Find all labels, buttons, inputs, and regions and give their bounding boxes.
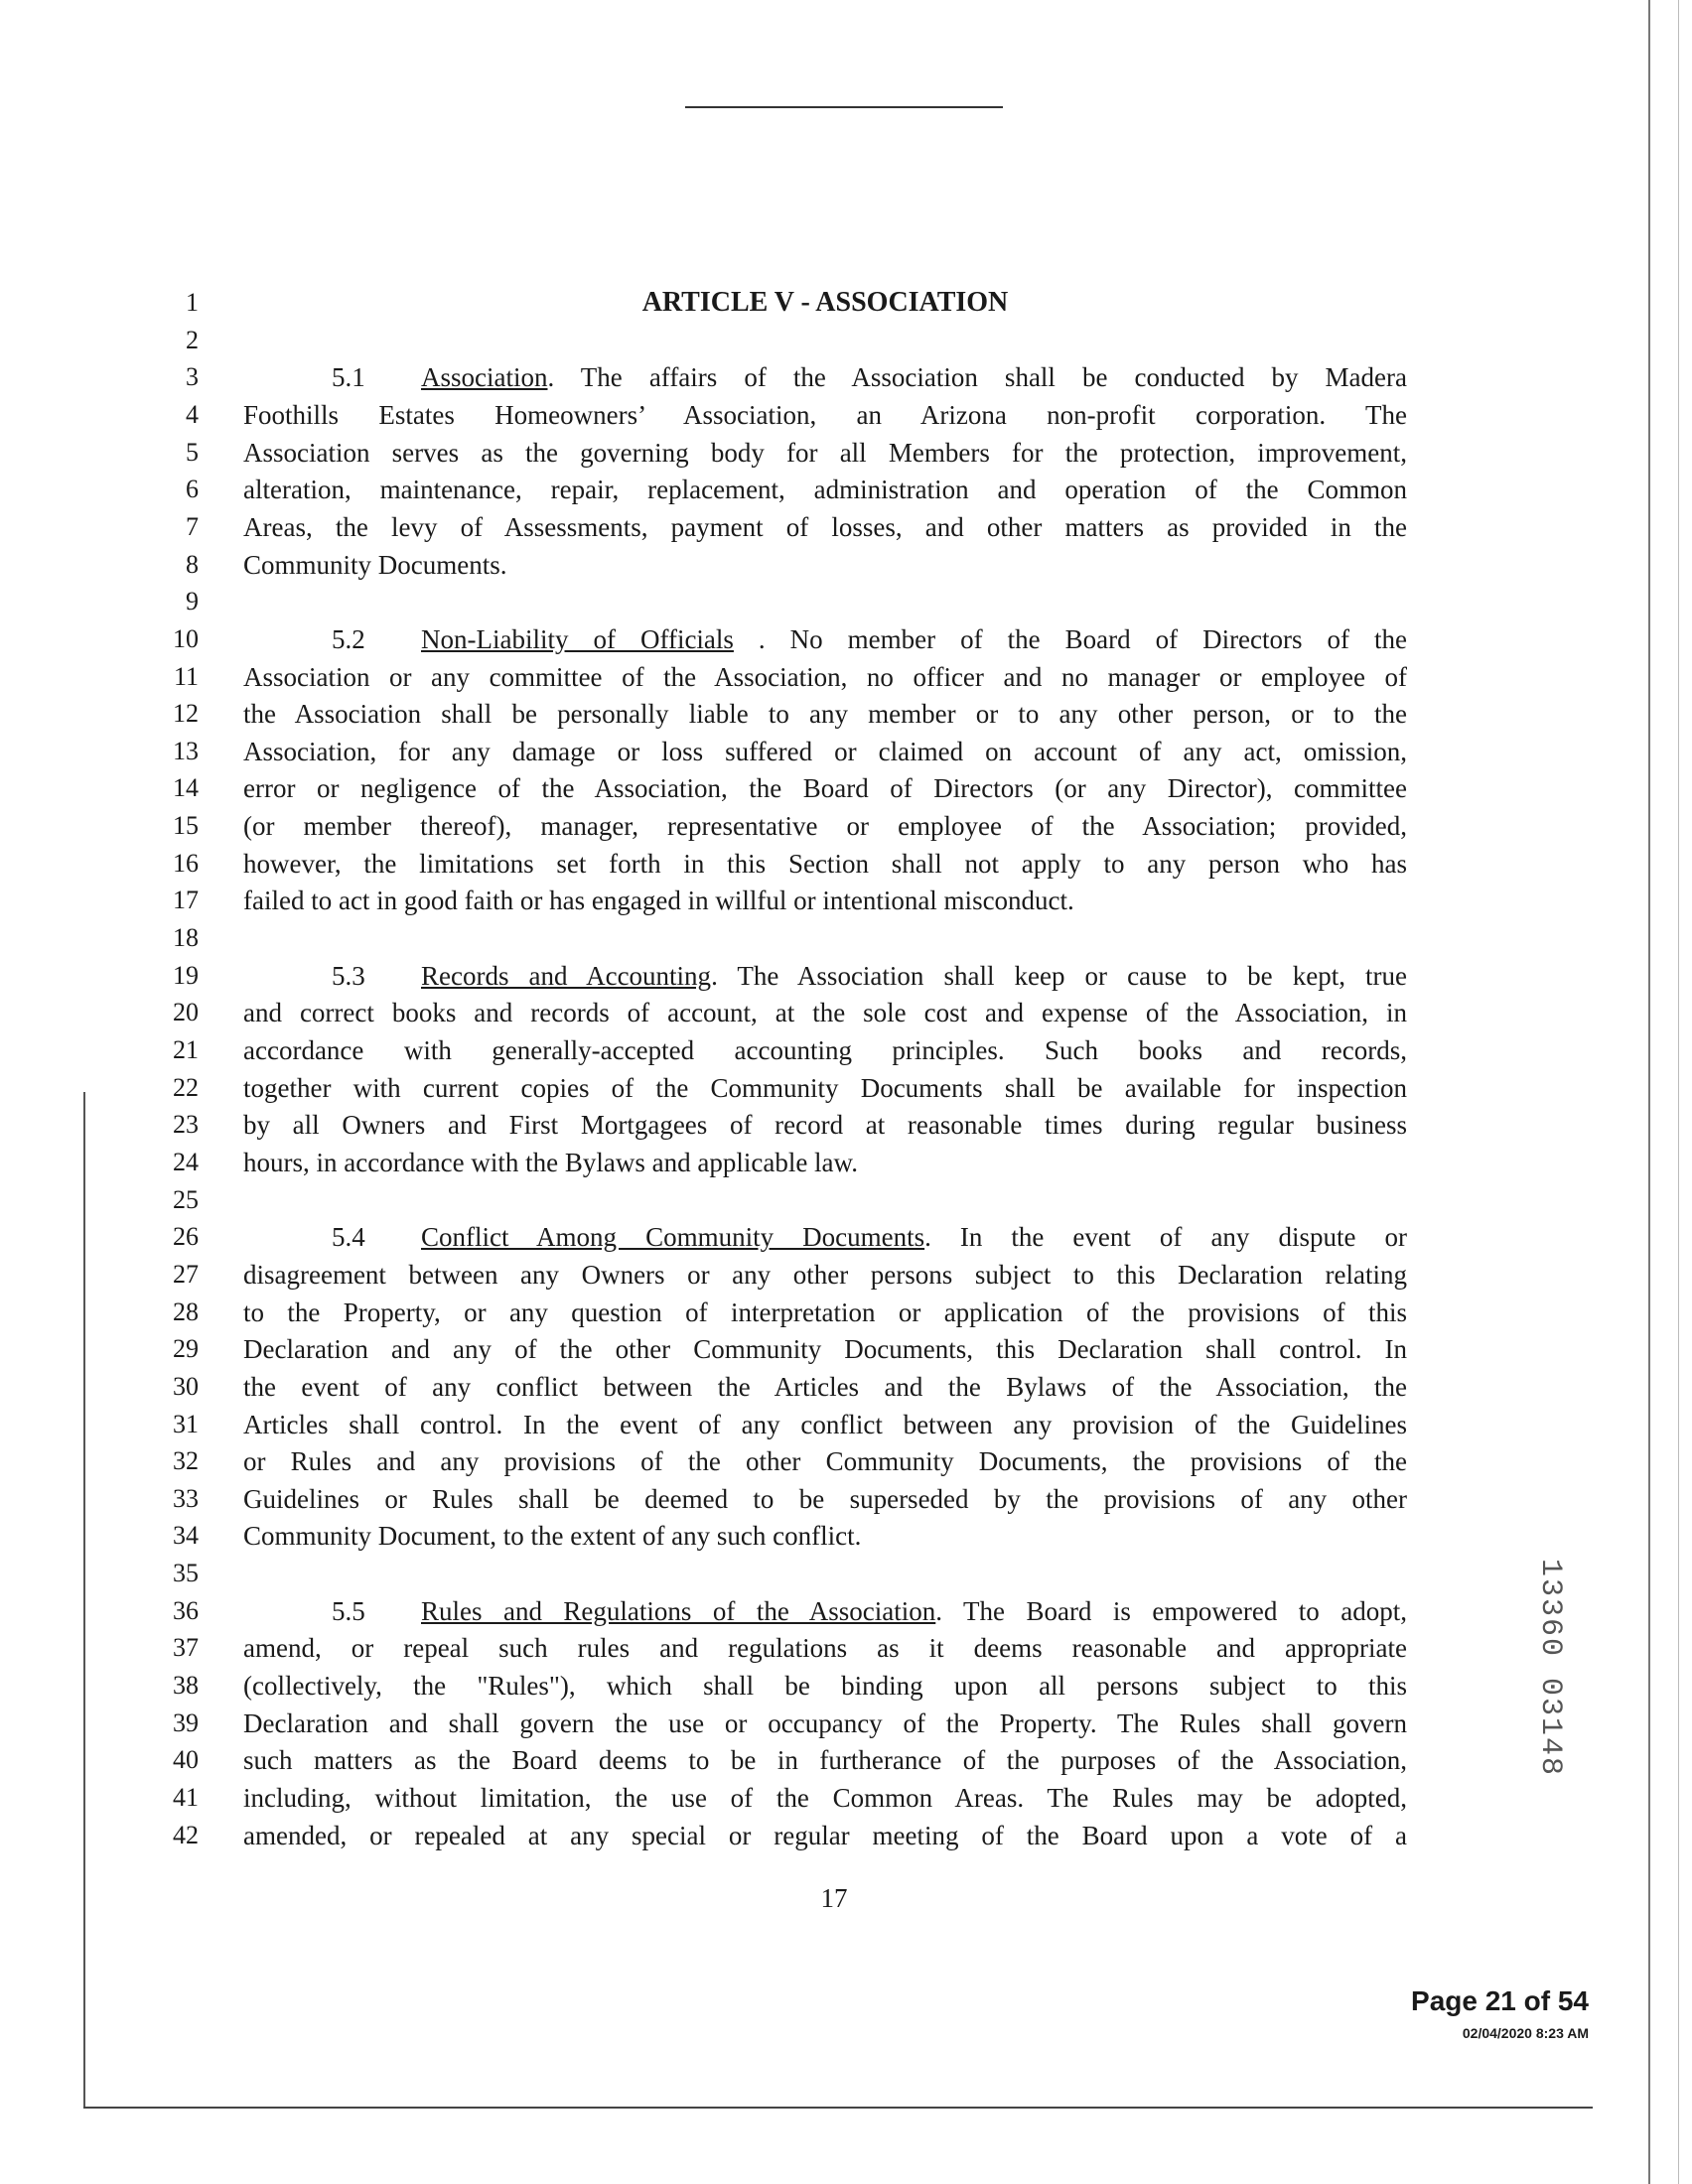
- body-text-line: together with current copies of the Community Documents shall be available for inspection: [243, 1072, 1407, 1103]
- body-text-line: Foothills Estates Homeowners’ Association, an Arizona non-profit corporation. The: [243, 399, 1407, 430]
- line-number: 38: [173, 1671, 199, 1701]
- line-number: 5: [186, 437, 199, 467]
- scan-left-mark: [83, 1092, 85, 2107]
- body-text-line: amended, or repealed at any special or regular meeting of the Board upon a vote of a: [243, 1820, 1407, 1850]
- section-number: 5.4: [332, 1222, 365, 1253]
- line-number: 26: [173, 1222, 199, 1252]
- article-heading: ARTICLE V - ASSOCIATION: [641, 287, 1009, 318]
- footer-rule: [83, 2107, 1593, 2109]
- body-text-line: disagreement between any Owners or any other persons subject to this Declaration relating: [243, 1259, 1407, 1290]
- line-number: 9: [186, 587, 199, 616]
- body-text-line: to the Property, or any question of interpretation or application of the provisions of this: [243, 1297, 1407, 1327]
- line-number: 25: [173, 1184, 199, 1214]
- top-rule: [685, 106, 1003, 108]
- section-first-text: . In the event of any dispute or: [924, 1222, 1407, 1253]
- line-number: 21: [173, 1035, 199, 1064]
- line-number: 36: [173, 1595, 199, 1625]
- body-text-line: such matters as the Board deems to be in furtherance of the purposes of the Association,: [243, 1745, 1407, 1776]
- line-number: 27: [173, 1259, 199, 1289]
- line-number: 22: [173, 1072, 199, 1102]
- line-number: 8: [186, 549, 199, 579]
- section-first-text: . No member of the Board of Directors of the: [733, 623, 1407, 654]
- body-text-line: error or negligence of the Association, the Board of Directors (or any Director), committee: [243, 773, 1407, 804]
- line-number: 15: [173, 811, 199, 841]
- section-number: 5.1: [332, 362, 365, 393]
- section-first-line: [332, 1592, 1407, 1630]
- section-title: Records and Accounting: [421, 960, 712, 991]
- line-number: 19: [173, 960, 199, 990]
- section-number: 5.2: [332, 623, 365, 654]
- body-text-line: Community Document, to the extent of any such conflict.: [243, 1521, 862, 1552]
- body-text-line: accordance with generally-accepted accounting principles. Such books and records,: [243, 1035, 1407, 1065]
- line-number: 13: [173, 736, 199, 765]
- body-text-line: (collectively, the "Rules"), which shall be binding upon all persons subject to this: [243, 1671, 1407, 1702]
- line-number: 23: [173, 1110, 199, 1140]
- line-number: 42: [173, 1820, 199, 1849]
- body-text-line: and correct books and records of account, at the sole cost and expense of the Association, in: [243, 998, 1407, 1028]
- line-number: 40: [173, 1745, 199, 1775]
- body-text-line: failed to act in good faith or has engaged in willful or intentional misconduct.: [243, 886, 1074, 916]
- section-title: Rules and Regulations of the Association: [421, 1595, 936, 1626]
- body-text-line: Guidelines or Rules shall be deemed to be superseded by the provisions of any other: [243, 1483, 1407, 1514]
- line-number: 1: [186, 288, 199, 317]
- page-date: 02/04/2020 8:23 AM: [1462, 2025, 1589, 2041]
- section-first-text: . The affairs of the Association shall be conducted by Madera: [547, 362, 1407, 393]
- line-number: 33: [173, 1483, 199, 1513]
- line-number: 28: [173, 1297, 199, 1326]
- body-text-line: amend, or repeal such rules and regulations as it deems reasonable and appropriate: [243, 1633, 1407, 1664]
- body-text-line: or Rules and any provisions of the other Community Documents, the provisions of the: [243, 1446, 1407, 1477]
- line-number: 3: [186, 362, 199, 392]
- body-text-line: the event of any conflict between the Articles and the Bylaws of the Association, the: [243, 1371, 1407, 1402]
- body-text-line: Association or any committee of the Association, no officer and no manager or employee of: [243, 661, 1407, 692]
- line-number: 16: [173, 848, 199, 878]
- line-number: 32: [173, 1446, 199, 1476]
- line-number: 39: [173, 1707, 199, 1737]
- section-first-line: [332, 1218, 1407, 1256]
- line-number: 41: [173, 1783, 199, 1812]
- line-number: 6: [186, 475, 199, 504]
- section-first-line: [332, 358, 1407, 396]
- line-number: 12: [173, 699, 199, 729]
- line-number: 30: [173, 1371, 199, 1401]
- line-number: 31: [173, 1409, 199, 1438]
- line-number: 14: [173, 773, 199, 803]
- section-first-line: [332, 620, 1407, 658]
- line-number: 20: [173, 998, 199, 1027]
- line-number: 7: [186, 511, 199, 541]
- section-number: 5.3: [332, 960, 365, 991]
- section-first-text: . The Board is empowered to adopt,: [935, 1595, 1407, 1626]
- line-number: 17: [173, 886, 199, 915]
- line-number: 34: [173, 1521, 199, 1551]
- section-number: 5.5: [332, 1595, 365, 1626]
- line-number: 2: [186, 325, 199, 354]
- body-text-line: Articles shall control. In the event of any conflict between any provision of the Guidelines: [243, 1409, 1407, 1439]
- body-text-line: Areas, the levy of Assessments, payment of losses, and other matters as provided in the: [243, 511, 1407, 542]
- body-text-line: however, the limitations set forth in this Section shall not apply to any person who has: [243, 848, 1407, 879]
- body-text-line: alteration, maintenance, repair, replacement, administration and operation of the Common: [243, 475, 1407, 505]
- body-text-line: Association, for any damage or loss suffered or claimed on account of any act, omission,: [243, 736, 1407, 766]
- body-text-line: Community Documents.: [243, 549, 507, 580]
- body-text-line: by all Owners and First Mortgagees of record at reasonable times during regular business: [243, 1110, 1407, 1141]
- body-text-line: (or member thereof), manager, representative or employee of the Association; provided,: [243, 811, 1407, 842]
- line-number: 18: [173, 923, 199, 953]
- body-text-line: Declaration and shall govern the use or occupancy of the Property. The Rules shall govern: [243, 1707, 1407, 1738]
- body-text-line: the Association shall be personally liable to any member or to any other person, or to the: [243, 699, 1407, 730]
- body-text-line: Declaration and any of the other Community Documents, this Declaration shall control. In: [243, 1334, 1407, 1365]
- section-title: Non-Liability of Officials: [421, 623, 734, 654]
- section-first-line: [332, 957, 1407, 995]
- line-number: 24: [173, 1147, 199, 1176]
- body-text-line: hours, in accordance with the Bylaws and applicable law.: [243, 1147, 859, 1177]
- line-number: 10: [173, 623, 199, 653]
- line-number: 4: [186, 399, 199, 429]
- line-number: 29: [173, 1334, 199, 1364]
- scan-edge-line: [1648, 0, 1650, 2184]
- line-number: 37: [173, 1633, 199, 1663]
- page-number: 17: [820, 1883, 848, 1913]
- line-number: 11: [173, 661, 199, 691]
- scan-edge-line-outer: [1678, 0, 1679, 2184]
- body-text-line: including, without limitation, the use of the Common Areas. The Rules may be adopted,: [243, 1783, 1407, 1813]
- recording-stamp: 13360 03148: [1533, 1559, 1567, 1778]
- section-first-text: . The Association shall keep or cause to be kept, true: [711, 960, 1407, 991]
- line-number: 35: [173, 1559, 199, 1588]
- section-title: Association: [421, 362, 548, 393]
- body-text-line: Association serves as the governing body for all Members for the protection, improvement,: [243, 437, 1407, 468]
- section-title: Conflict Among Community Documents: [421, 1222, 925, 1253]
- page-counter: Page 21 of 54: [1411, 1985, 1589, 2016]
